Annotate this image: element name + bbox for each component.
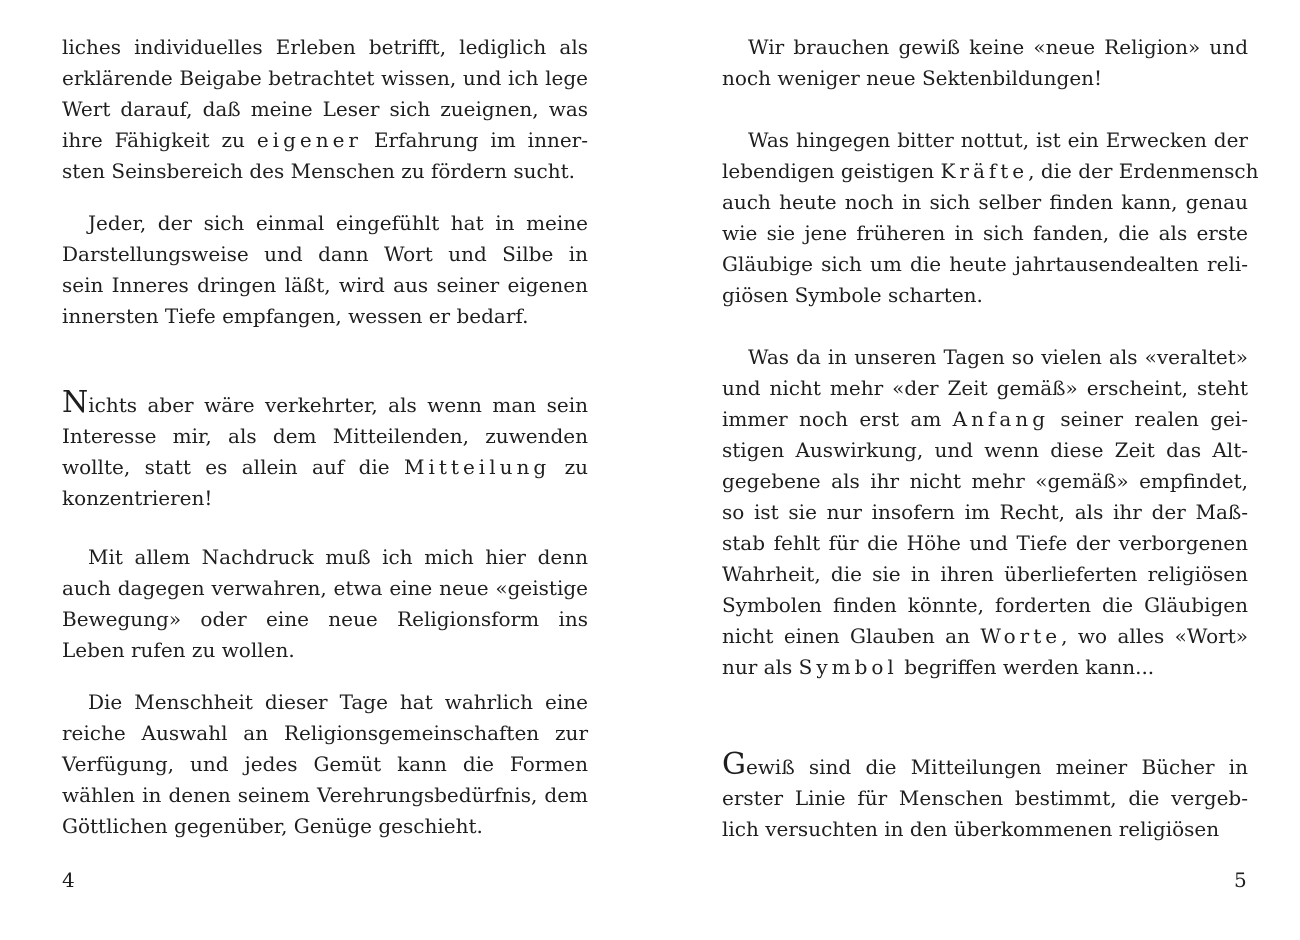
text-line: Leben rufen zu wollen. bbox=[62, 638, 295, 662]
text-line: lebendigen geistigen Kräfte, die der Erdenmensch bbox=[722, 159, 1259, 183]
text-line: nicht einen Glauben an Worte, wo alles «Wort» bbox=[722, 624, 1248, 648]
text-line: noch weniger neue Sektenbildungen! bbox=[722, 66, 1103, 90]
left-paragraph-3 bbox=[62, 385, 588, 514]
text-line: Gläubige sich um die heute jahrtausendealten reli- bbox=[722, 252, 1248, 276]
left-paragraph-1 bbox=[62, 32, 588, 187]
text-line: Die Menschheit dieser Tage hat wahrlich eine bbox=[88, 690, 588, 714]
text-line: Gewiß sind die Mitteilungen meiner Bücher in bbox=[722, 747, 1248, 782]
right-paragraph-1 bbox=[722, 32, 1248, 94]
emphasized-word: Anfang bbox=[952, 407, 1049, 431]
text-line: auch dagegen verwahren, etwa eine neue «geistige bbox=[62, 576, 588, 600]
text-line: giösen Symbole scharten. bbox=[722, 283, 983, 307]
text-line: Verfügung, und jedes Gemüt kann die Formen bbox=[62, 752, 588, 776]
left-paragraph-4 bbox=[62, 542, 588, 666]
emphasized-word: eigener bbox=[256, 128, 362, 152]
text-line: Nichts aber wäre verkehrter, als wenn man sein bbox=[62, 385, 588, 420]
text-line: stab fehlt für die Höhe und Tiefe der verborgenen bbox=[722, 531, 1248, 555]
text-line: gegebene als ihr nicht mehr «gemäß» empfindet, bbox=[722, 469, 1248, 493]
text-line: Wahrheit, die sie in ihren überlieferten religiösen bbox=[722, 562, 1248, 586]
emphasized-word: Mitteilung bbox=[404, 455, 551, 479]
text-line: Was da in unseren Tagen so vielen als «veraltet» bbox=[748, 345, 1248, 369]
text-line: erklärende Beigabe betrachtet wissen, und ich lege bbox=[62, 66, 588, 90]
text-line: immer noch erst am Anfang seiner realen gei- bbox=[722, 407, 1248, 431]
text-line: wollte, statt es allein auf die Mitteilung zu bbox=[62, 455, 588, 479]
right-paragraph-4 bbox=[722, 747, 1248, 845]
text-line: Göttlichen gegenüber, Genüge geschieht. bbox=[62, 814, 483, 838]
text-line: wie sie jene früheren in sich fanden, die als erste bbox=[722, 221, 1248, 245]
left-paragraph-5 bbox=[62, 687, 588, 842]
text-line: Bewegung» oder eine neue Religionsform ins bbox=[62, 607, 588, 631]
text-line: nur als Symbol begriffen werden kann... bbox=[722, 655, 1155, 679]
text-line: Wir brauchen gewiß keine «neue Religion» und bbox=[748, 35, 1248, 59]
text-line: liches individuelles Erleben betrifft, lediglich als bbox=[62, 35, 588, 59]
text-line: Was hingegen bitter nottut, ist ein Erwecken der bbox=[748, 128, 1248, 152]
text-line: konzentrieren! bbox=[62, 486, 213, 510]
right-paragraph-2 bbox=[722, 125, 1259, 311]
drop-cap: N bbox=[62, 385, 89, 420]
text-line: so ist sie nur insofern im Recht, als ihr der Maß- bbox=[722, 500, 1248, 524]
text-line: Interesse mir, als dem Mitteilenden, zuwenden bbox=[62, 424, 588, 448]
text-line: Symbolen finden könnte, forderten die Gläubigen bbox=[722, 593, 1248, 617]
emphasized-word: Worte bbox=[980, 624, 1062, 648]
text-line: sten Seinsbereich des Menschen zu fördern sucht. bbox=[62, 159, 576, 183]
text-line: erster Linie für Menschen bestimmt, die vergeb- bbox=[722, 786, 1248, 810]
page-number-left: 4 bbox=[62, 868, 75, 892]
text-line: Wert darauf, daß meine Leser sich zueignen, was bbox=[62, 97, 588, 121]
text-line: Darstellungsweise und dann Wort und Silbe in bbox=[62, 242, 588, 266]
text-line: auch heute noch in sich selber finden kann, genau bbox=[722, 190, 1248, 214]
text-line: innersten Tiefe empfangen, wessen er bedarf. bbox=[62, 304, 529, 328]
text-line: stigen Auswirkung, und wenn diese Zeit das Alt- bbox=[722, 438, 1248, 462]
emphasized-word: Kräfte bbox=[940, 159, 1029, 183]
text-line: Mit allem Nachdruck muß ich mich hier denn bbox=[88, 545, 588, 569]
right-paragraph-3 bbox=[722, 342, 1248, 683]
text-line: ihre Fähigkeit zu eigener Erfahrung im inner- bbox=[62, 128, 588, 152]
text-line: sein Inneres dringen läßt, wird aus seiner eigenen bbox=[62, 273, 588, 297]
emphasized-word: Symbol bbox=[798, 655, 898, 679]
text-line: und nicht mehr «der Zeit gemäß» erscheint, steht bbox=[722, 376, 1248, 400]
drop-cap: G bbox=[722, 747, 746, 782]
text-line: wählen in denen seinem Verehrungsbedürfnis, dem bbox=[62, 783, 588, 807]
left-paragraph-2 bbox=[62, 208, 588, 332]
text-line: Jeder, der sich einmal eingefühlt hat in meine bbox=[88, 211, 588, 235]
text-line: reiche Auswahl an Religionsgemeinschaften zur bbox=[62, 721, 588, 745]
text-line: lich versuchten in den überkommenen religiösen bbox=[722, 817, 1220, 841]
page-number-right: 5 bbox=[1234, 868, 1247, 892]
